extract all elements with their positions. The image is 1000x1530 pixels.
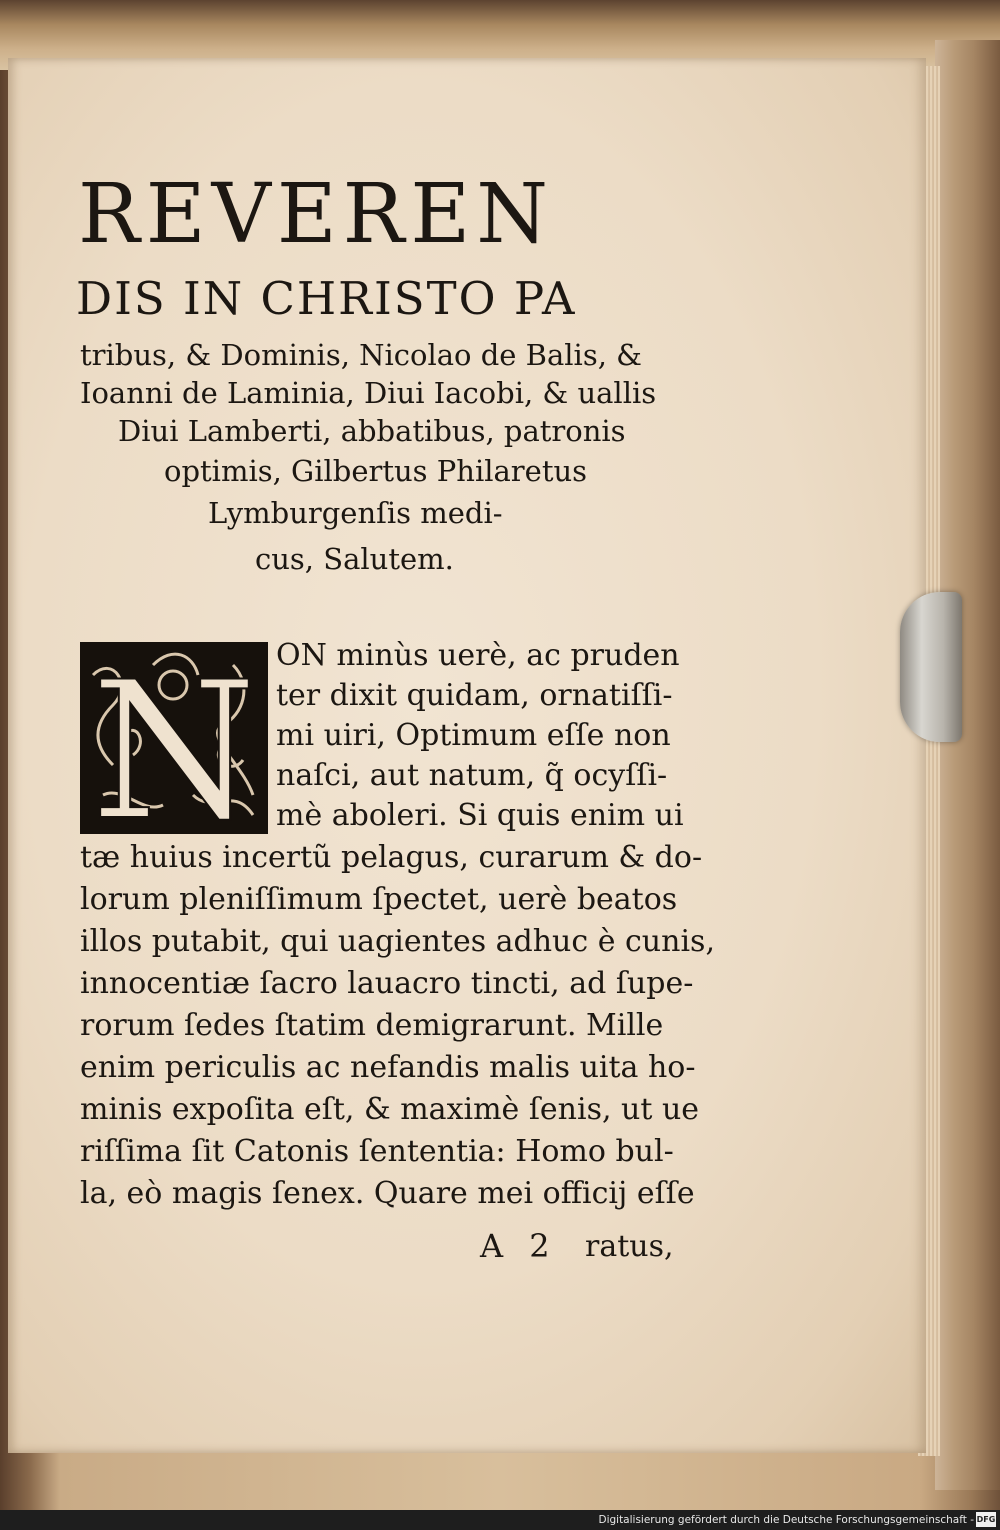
- title-line-2: DIS IN CHRISTO PA: [76, 272, 577, 325]
- decorated-initial: [80, 642, 268, 834]
- body-line: mè aboleri. Si quis enim ui: [276, 798, 684, 833]
- body-line: mi uiri, Optimum eſſe non: [276, 718, 671, 753]
- body-line: riſſima ſit Catonis ſententia: Homo bul-: [80, 1134, 674, 1169]
- body-line: ter dixit quidam, ornatiſſi-: [276, 678, 673, 713]
- clasp-clip: [900, 592, 962, 742]
- body-line: lorum pleniſſimum ſpectet, uerè beatos: [80, 882, 678, 917]
- body-line: innocentiæ ſacro lauacro tincti, ad ſupe-: [80, 966, 694, 1001]
- dedication-line: optimis, Gilbertus Philaretus: [164, 454, 588, 488]
- signature-mark: A 2: [480, 1227, 558, 1265]
- dedication-line: Lymburgenſis medi-: [208, 496, 503, 530]
- dropcap-letter: N: [90, 645, 258, 831]
- dedication-line: Ioanni de Laminia, Diui Iacobi, & uallis: [80, 376, 657, 410]
- catchword: ratus,: [585, 1229, 674, 1264]
- binding-right-edge: [935, 40, 1000, 1490]
- body-line: enim periculis ac nefandis malis uita ho-: [80, 1050, 696, 1085]
- digitization-credit: Digitalisierung gefördert durch die Deutsche Forschungsgemeinschaft -: [598, 1514, 974, 1526]
- body-line: ON minùs uerè, ac pruden: [276, 638, 680, 673]
- body-line: tæ huius incertũ pelagus, curarum & do-: [80, 840, 703, 875]
- title-line-1: REVEREN: [78, 167, 555, 262]
- body-line: minis expoſita eſt, & maximè ſenis, ut ue: [80, 1092, 700, 1127]
- dfg-logo: DFG: [976, 1512, 996, 1527]
- body-line: rorum ſedes ſtatim demigrarunt. Mille: [80, 1008, 664, 1043]
- dedication-line: cus, Salutem.: [255, 542, 454, 576]
- dedication-line: Diui Lamberti, abbatibus, patronis: [118, 414, 626, 448]
- body-line: illos putabit, qui uagientes adhuc è cunis,: [80, 924, 715, 959]
- body-line: naſci, aut natum, q̃ ocyſſi-: [276, 758, 668, 793]
- dedication-line: tribus, & Dominis, Nicolao de Balis, &: [80, 338, 642, 372]
- body-line: la, eò magis ſenex. Quare mei officij eſſe: [80, 1176, 695, 1211]
